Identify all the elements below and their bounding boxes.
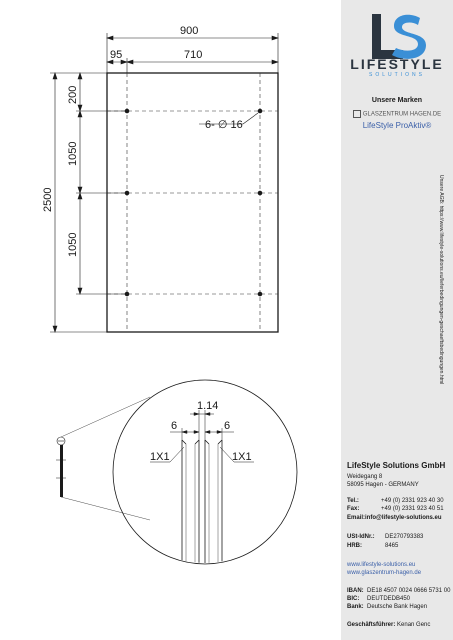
dim-mid: 1050: [67, 141, 79, 166]
bank-row: Bank: Deutsche Bank Hagen: [347, 604, 428, 610]
detail-left-chamfer: 1X1: [150, 451, 170, 463]
iban-row: IBAN: DE18 4507 0024 0666 5731 00: [347, 588, 451, 594]
glaszentrum-logo-icon: [353, 110, 361, 118]
dim-bottom: 1050: [67, 232, 79, 257]
company-street: Weidegang 8: [347, 474, 383, 480]
mounting-holes: [125, 109, 263, 297]
website-link-glaszentrum[interactable]: www.glaszentrum-hagen.de: [347, 570, 422, 576]
brand-glaszentrum-label: GLASZENTRUM HAGEN.DE: [362, 111, 442, 118]
tel-row: Tel.: +49 (0) 2331 923 40 30: [347, 498, 444, 504]
dim-top: 200: [67, 85, 79, 104]
ustid-row: USt-IdNr.: DE270793383: [347, 534, 424, 540]
company-city: 58095 Hagen - GERMANY: [347, 482, 419, 488]
vertical-dimensions: [50, 73, 127, 332]
brand-proaktiv-label: LifeStyle ProAktiv®: [362, 121, 432, 130]
brand-glaszentrum[interactable]: [341, 110, 453, 118]
bic-row: BIC: DEUTDEDB450: [347, 596, 411, 602]
detail-right-chamfer: 1X1: [232, 451, 252, 463]
website-link-lifestyle[interactable]: www.lifestyle-solutions.eu: [347, 562, 416, 568]
agb-link-text: Unsere AGB: https://www.lifestyle-solutions.eu/lieferbedingungen-geschaeftsbedingungen.html: [438, 175, 444, 385]
brand-proaktiv[interactable]: [341, 121, 453, 130]
brands-title: Unsere Marken: [371, 97, 423, 104]
glass-panel-outline: [107, 73, 278, 332]
detail-right-width: 6: [224, 420, 231, 432]
hrb-row: HRB: 8465: [347, 543, 399, 549]
detail-gap: 1.14: [197, 400, 219, 412]
dim-total-width: 900: [180, 25, 199, 37]
email-row[interactable]: Email:info@lifestyle-solutions.eu: [347, 515, 442, 521]
hole: [258, 292, 263, 297]
hole-callout: 6- ∅ 16: [205, 119, 243, 131]
dim-left-offset: 95: [110, 49, 123, 61]
dim-total-height: 2500: [42, 187, 54, 212]
logo-subtitle: SOLUTIONS: [369, 72, 425, 78]
fax-row: Fax: +49 (0) 2331 923 40 51: [347, 506, 444, 512]
ceo-row: Geschäftsführer: Kenan Genc: [347, 622, 431, 628]
edge-view: [56, 397, 150, 520]
hole-centerlines: [107, 73, 278, 332]
hole: [258, 191, 263, 196]
edge-detail: [113, 380, 297, 570]
company-name: LifeStyle Solutions GmbH: [347, 461, 446, 470]
logo-wordmark: LIFESTYLE: [350, 56, 444, 72]
hole: [258, 109, 263, 114]
detail-left-width: 6: [171, 420, 178, 432]
agb-link[interactable]: [438, 175, 444, 405]
dim-hole-spacing-x: 710: [184, 49, 203, 61]
